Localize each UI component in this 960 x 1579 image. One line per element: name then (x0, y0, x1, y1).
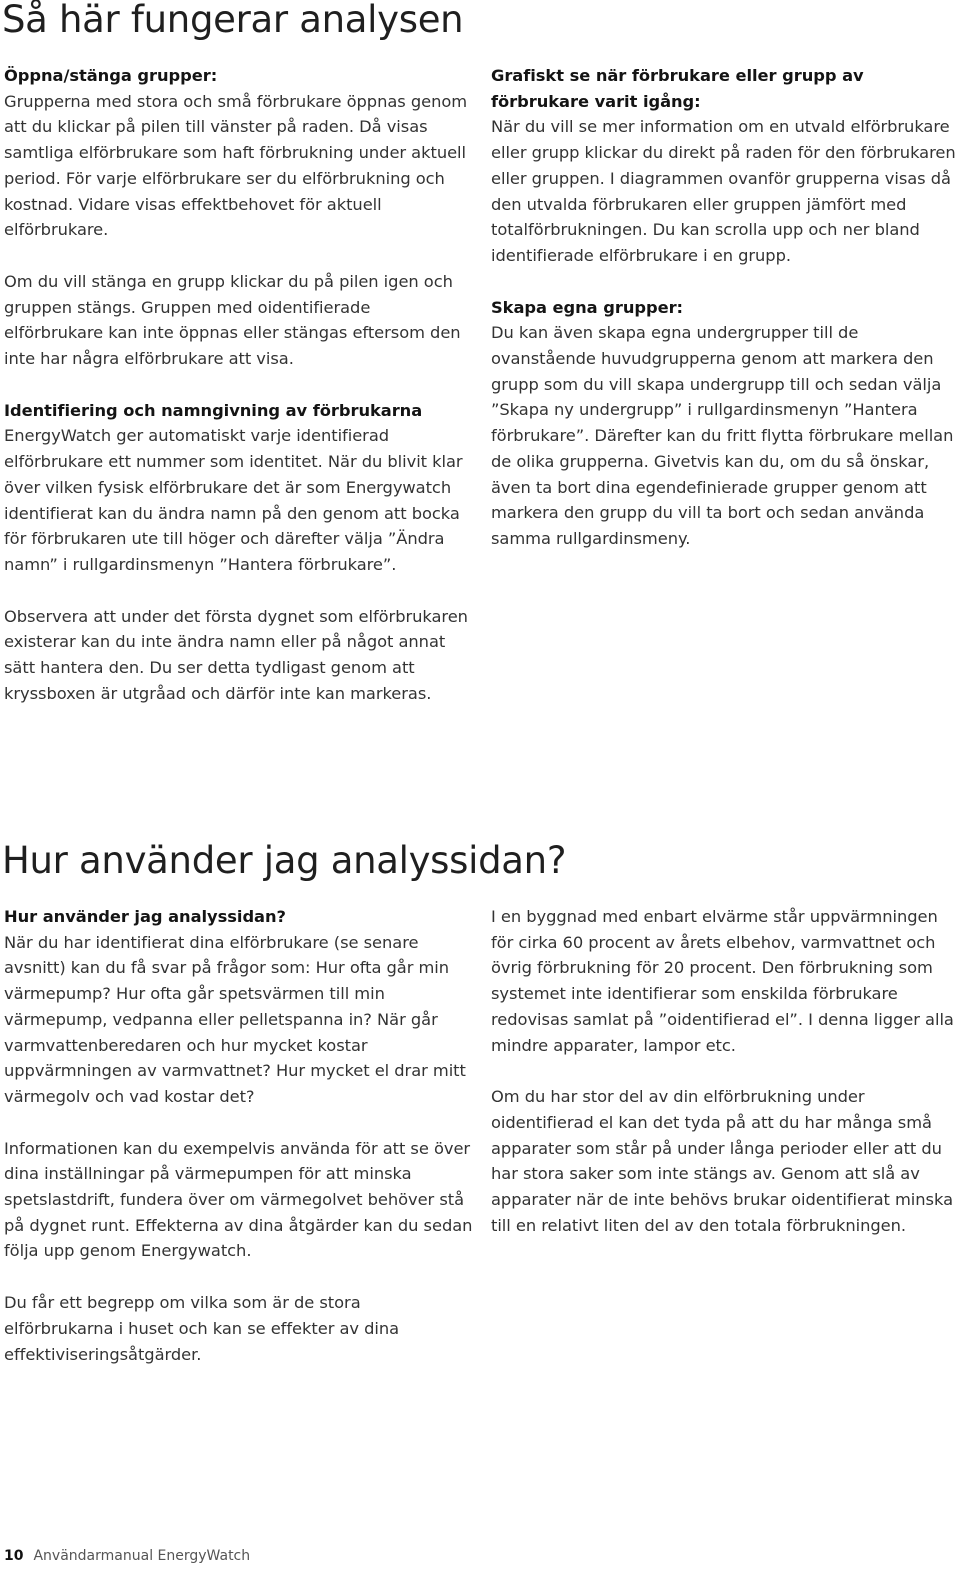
text-column-right-2 (491, 904, 956, 1238)
paragraph-body: Grupperna med stora och små förbrukare öppnas genom att du klickar på pilen till vänster på raden. Då visas samtliga elförbrukare som haft förbrukning under aktuell period. För varje elförbrukare ser du elförbrukning och kostnad. Vidare visas effektbehovet för aktuell elförbrukare. (4, 91, 468, 240)
paragraph-body: Du får ett begrepp om vilka som är de stora elförbrukarna i huset och kan se effekter av dina effektiviseringsåtgärder. (4, 1293, 400, 1364)
paragraph-body: Du kan även skapa egna undergrupper till de ovanstående huvudgrupperna genom att markera den grupp som du vill skapa undergrupp till och sedan välja ”Skapa ny undergrupp” i rullgardinsmenyn ”Hantera förbrukare”. Därefter kan du fritt flytta förbrukare mellan de olika grupperna. Givetvis kan du, om du så önskar, även ta bort dina egendefinierade grupper genom att markera den grupp du vill ta bort och sedan använda samma rullgardinsmeny. (491, 323, 954, 548)
page-number: 10 (4, 1548, 24, 1564)
paragraph-body: När du vill se mer information om en utvald elförbrukare eller grupp klickar du direkt på raden för den förbrukaren eller gruppen. I diagrammen ovanför grupperna visas då den utvalda förbrukaren eller gruppen jämfört med totalförbrukningen. Du kan scrolla upp och ner bland identifierade elförbrukare i en grupp. (491, 117, 956, 265)
text-column-left-2 (4, 904, 474, 1367)
text-column-right (491, 63, 956, 552)
paragraph-unidentified (491, 1084, 956, 1238)
footer-label: Användarmanual EnergyWatch (33, 1548, 251, 1564)
paragraph-body: Om du vill stänga en grupp klickar du på pilen igen och gruppen stängs. Gruppen med oidentifierade elförbrukare kan inte öppnas eller stängas eftersom den inte har några elförbrukare att visa. (4, 271, 461, 369)
paragraph-heading: Identifiering och namngivning av förbrukarna (4, 400, 423, 420)
paragraph-electric-heating (491, 904, 956, 1058)
paragraph-body: När du har identifierat dina elförbrukare (se senare avsnitt) kan du få svar på frågor som: Hur ofta går min värmepump? Hur ofta går spetsvärmen till min värmepump, vedpanna eller pelletspanna in? När går varmvattenberedaren och hur mycket kostar uppvärmningen av varmvattnet? Hur mycket el drar mitt värmegolv och vad kostar det? (4, 932, 466, 1106)
paragraph-body: I en byggnad med enbart elvärme står uppvärmningen för cirka 60 procent av årets elbehov, varmvattnet och övrig förbrukning för 20 procent. Den förbrukning som systemet inte identifierar som enskilda förbrukare redovisas samlat på ”oidentifierad el”. I denna ligger alla mindre apparater, lampor etc. (491, 907, 954, 1055)
paragraph-create-groups (491, 295, 956, 552)
paragraph-identification (4, 398, 474, 578)
paragraph-first-day-note (4, 604, 474, 707)
paragraph-open-close-groups (4, 63, 474, 243)
paragraph-how-to-use (4, 904, 474, 1110)
paragraph-close-group (4, 269, 474, 372)
paragraph-information-use (4, 1136, 474, 1265)
paragraph-body: EnergyWatch ger automatiskt varje identifierad elförbrukare ett nummer som identitet. När du blivit klar över vilken fysisk elförbrukare det är som Energywatch identifierat kan du ändra namn på den genom att bocka för förbrukaren ute till höger och därefter välja ”Ändra namn” i rullgardinsmenyn ”Hantera förbrukare”. (4, 426, 463, 574)
paragraph-big-consumers (4, 1290, 474, 1367)
page-footer (4, 1546, 250, 1566)
paragraph-heading: Skapa egna grupper: (491, 297, 684, 317)
paragraph-body: Om du har stor del av din elförbrukning under oidentifierad el kan det tyda på att du har många små apparater som står på under långa perioder eller att du har stora saker som inte stängs av. Genom att slå av apparater när de inte behövs brukar oidentifierat minska till en relativt liten del av den totala förbrukningen. (491, 1087, 954, 1235)
section-title: Hur använder jag analyssidan? (2, 839, 567, 882)
paragraph-heading: Öppna/stänga grupper: (4, 66, 218, 85)
paragraph-heading: Grafiskt se när förbrukare eller grupp av förbrukare varit igång: (491, 66, 864, 111)
page-title: Så här fungerar analysen (2, 0, 464, 41)
paragraph-body: Observera att under det första dygnet som elförbrukaren existerar kan du inte ändra namn eller på något annat sätt hantera den. Du ser detta tydligast genom att kryssboxen är utgråad och därför inte kan markeras. (4, 606, 468, 703)
paragraph-body: Informationen kan du exempelvis använda för att se över dina inställningar på värmepumpen för att minska spetslastdrift, fundera över om värmegolvet behöver stå på dygnet runt. Effekterna av dina åtgärder kan du sedan följa upp genom Energywatch. (4, 1138, 473, 1261)
paragraph-graphical-view (491, 63, 956, 269)
text-column-left (4, 63, 474, 706)
paragraph-heading: Hur använder jag analyssidan? (4, 907, 286, 926)
